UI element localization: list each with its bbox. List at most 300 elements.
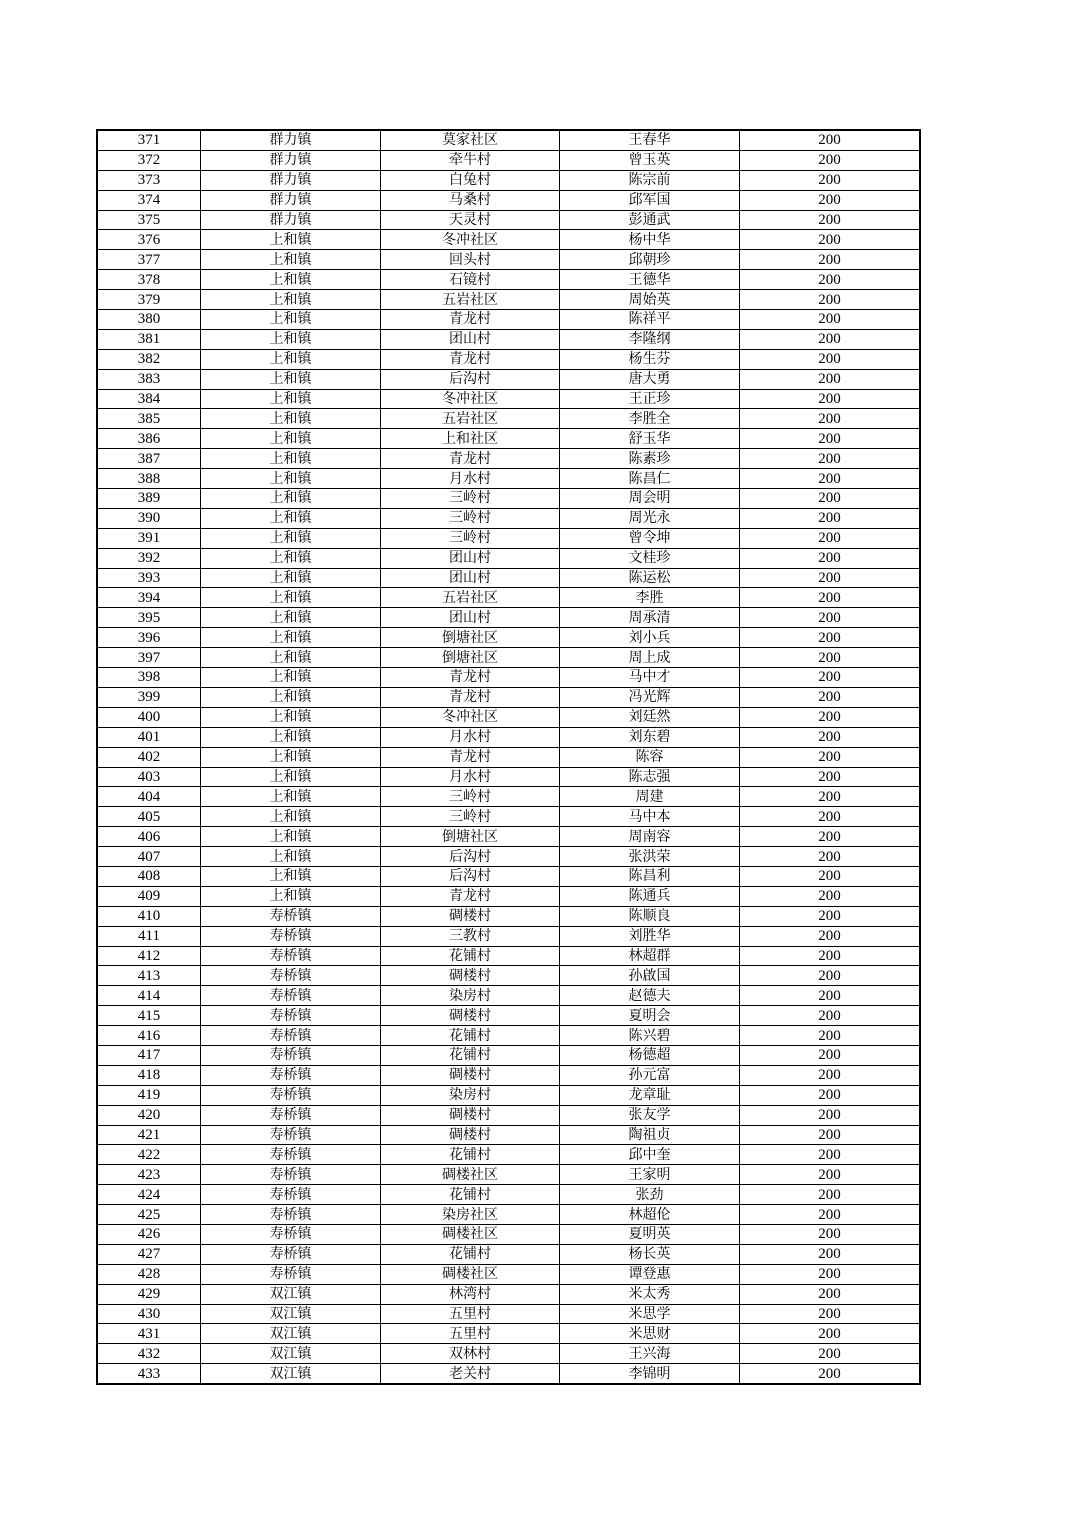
village-cell: 花铺村 xyxy=(381,1244,560,1264)
town-cell: 寿桥镇 xyxy=(201,1125,381,1145)
amount-cell: 200 xyxy=(740,1304,920,1324)
amount-cell: 200 xyxy=(740,906,920,926)
row-number-cell: 431 xyxy=(98,1324,201,1344)
amount-cell: 200 xyxy=(740,727,920,747)
table-row xyxy=(98,1304,920,1324)
amount-cell: 200 xyxy=(740,1026,920,1046)
table-row xyxy=(98,1105,920,1125)
table-row xyxy=(98,1244,920,1264)
village-cell: 青龙村 xyxy=(381,747,560,767)
table-row xyxy=(98,1364,920,1384)
table-row xyxy=(98,389,920,409)
town-cell: 上和镇 xyxy=(201,270,381,290)
amount-cell: 200 xyxy=(740,369,920,389)
row-number-cell: 384 xyxy=(98,389,201,409)
name-cell: 米思学 xyxy=(560,1304,740,1324)
amount-cell: 200 xyxy=(740,608,920,628)
table-row xyxy=(98,568,920,588)
amount-cell: 200 xyxy=(740,807,920,827)
amount-cell: 200 xyxy=(740,847,920,867)
town-cell: 寿桥镇 xyxy=(201,1045,381,1065)
village-cell: 青龙村 xyxy=(381,886,560,906)
name-cell: 曾玉英 xyxy=(560,150,740,170)
table-row xyxy=(98,787,920,807)
row-number-cell: 410 xyxy=(98,906,201,926)
village-cell: 后沟村 xyxy=(381,847,560,867)
amount-cell: 200 xyxy=(740,787,920,807)
name-cell: 夏明会 xyxy=(560,1006,740,1026)
name-cell: 陈顺良 xyxy=(560,906,740,926)
amount-cell: 200 xyxy=(740,1165,920,1185)
town-cell: 寿桥镇 xyxy=(201,946,381,966)
table-row xyxy=(98,449,920,469)
village-cell: 青龙村 xyxy=(381,687,560,707)
row-number-cell: 430 xyxy=(98,1304,201,1324)
town-cell: 寿桥镇 xyxy=(201,966,381,986)
village-cell: 团山村 xyxy=(381,608,560,628)
name-cell: 文桂珍 xyxy=(560,548,740,568)
amount-cell: 200 xyxy=(740,926,920,946)
village-cell: 碉楼村 xyxy=(381,966,560,986)
table-row xyxy=(98,1324,920,1344)
town-cell: 寿桥镇 xyxy=(201,1006,381,1026)
amount-cell: 200 xyxy=(740,409,920,429)
row-number-cell: 421 xyxy=(98,1125,201,1145)
table-row xyxy=(98,1165,920,1185)
name-cell: 周会明 xyxy=(560,489,740,509)
village-cell: 老关村 xyxy=(381,1364,560,1384)
village-cell: 冬冲社区 xyxy=(381,707,560,727)
village-cell: 天灵村 xyxy=(381,210,560,230)
town-cell: 群力镇 xyxy=(201,210,381,230)
amount-cell: 200 xyxy=(740,131,920,151)
village-cell: 月水村 xyxy=(381,727,560,747)
name-cell: 王兴海 xyxy=(560,1344,740,1364)
name-cell: 陈运松 xyxy=(560,568,740,588)
amount-cell: 200 xyxy=(740,1205,920,1225)
town-cell: 寿桥镇 xyxy=(201,1244,381,1264)
table-row xyxy=(98,608,920,628)
town-cell: 上和镇 xyxy=(201,489,381,509)
amount-cell: 200 xyxy=(740,1344,920,1364)
table-row xyxy=(98,1205,920,1225)
table-row xyxy=(98,906,920,926)
row-number-cell: 416 xyxy=(98,1026,201,1046)
name-cell: 米太秀 xyxy=(560,1284,740,1304)
amount-cell: 200 xyxy=(740,429,920,449)
village-cell: 团山村 xyxy=(381,329,560,349)
village-cell: 三岭村 xyxy=(381,807,560,827)
amount-cell: 200 xyxy=(740,707,920,727)
row-number-cell: 382 xyxy=(98,349,201,369)
row-number-cell: 389 xyxy=(98,489,201,509)
name-cell: 赵德夫 xyxy=(560,986,740,1006)
amount-cell: 200 xyxy=(740,250,920,270)
row-number-cell: 371 xyxy=(98,131,201,151)
table-row xyxy=(98,170,920,190)
name-cell: 邱军国 xyxy=(560,190,740,210)
amount-cell: 200 xyxy=(740,687,920,707)
row-number-cell: 414 xyxy=(98,986,201,1006)
table-row xyxy=(98,429,920,449)
table-row xyxy=(98,1264,920,1284)
village-cell: 三岭村 xyxy=(381,489,560,509)
town-cell: 寿桥镇 xyxy=(201,986,381,1006)
village-cell: 三岭村 xyxy=(381,528,560,548)
table-row xyxy=(98,986,920,1006)
amount-cell: 200 xyxy=(740,329,920,349)
row-number-cell: 424 xyxy=(98,1185,201,1205)
village-cell: 五岩社区 xyxy=(381,588,560,608)
name-cell: 刘小兵 xyxy=(560,628,740,648)
amount-cell: 200 xyxy=(740,568,920,588)
village-cell: 碉楼村 xyxy=(381,906,560,926)
amount-cell: 200 xyxy=(740,1364,920,1384)
table-row xyxy=(98,1284,920,1304)
table-row xyxy=(98,648,920,668)
village-cell: 月水村 xyxy=(381,767,560,787)
amount-cell: 200 xyxy=(740,986,920,1006)
town-cell: 寿桥镇 xyxy=(201,926,381,946)
village-cell: 染房村 xyxy=(381,986,560,1006)
name-cell: 陶祖贞 xyxy=(560,1125,740,1145)
row-number-cell: 394 xyxy=(98,588,201,608)
row-number-cell: 413 xyxy=(98,966,201,986)
table-row xyxy=(98,250,920,270)
village-cell: 白兔村 xyxy=(381,170,560,190)
town-cell: 寿桥镇 xyxy=(201,1205,381,1225)
name-cell: 陈容 xyxy=(560,747,740,767)
amount-cell: 200 xyxy=(740,210,920,230)
table-row xyxy=(98,270,920,290)
town-cell: 寿桥镇 xyxy=(201,906,381,926)
amount-cell: 200 xyxy=(740,886,920,906)
amount-cell: 200 xyxy=(740,1264,920,1284)
village-cell: 青龙村 xyxy=(381,449,560,469)
amount-cell: 200 xyxy=(740,1244,920,1264)
amount-cell: 200 xyxy=(740,290,920,310)
town-cell: 上和镇 xyxy=(201,310,381,330)
row-number-cell: 374 xyxy=(98,190,201,210)
row-number-cell: 391 xyxy=(98,528,201,548)
town-cell: 群力镇 xyxy=(201,131,381,151)
town-cell: 寿桥镇 xyxy=(201,1145,381,1165)
table-row xyxy=(98,150,920,170)
name-cell: 周承清 xyxy=(560,608,740,628)
village-cell: 五岩社区 xyxy=(381,290,560,310)
amount-cell: 200 xyxy=(740,747,920,767)
amount-cell: 200 xyxy=(740,190,920,210)
row-number-cell: 387 xyxy=(98,449,201,469)
name-cell: 谭登惠 xyxy=(560,1264,740,1284)
row-number-cell: 401 xyxy=(98,727,201,747)
row-number-cell: 402 xyxy=(98,747,201,767)
amount-cell: 200 xyxy=(740,628,920,648)
village-cell: 团山村 xyxy=(381,548,560,568)
table-row xyxy=(98,926,920,946)
village-cell: 后沟村 xyxy=(381,866,560,886)
amount-cell: 200 xyxy=(740,946,920,966)
row-number-cell: 433 xyxy=(98,1364,201,1384)
table-row xyxy=(98,628,920,648)
name-cell: 张友学 xyxy=(560,1105,740,1125)
amount-cell: 200 xyxy=(740,508,920,528)
village-cell: 青龙村 xyxy=(381,668,560,688)
amount-cell: 200 xyxy=(740,1065,920,1085)
table-row xyxy=(98,1344,920,1364)
village-cell: 冬冲社区 xyxy=(381,230,560,250)
name-cell: 林超群 xyxy=(560,946,740,966)
amount-cell: 200 xyxy=(740,528,920,548)
row-number-cell: 373 xyxy=(98,170,201,190)
row-number-cell: 417 xyxy=(98,1045,201,1065)
amount-cell: 200 xyxy=(740,588,920,608)
amount-cell: 200 xyxy=(740,469,920,489)
table-row xyxy=(98,528,920,548)
row-number-cell: 412 xyxy=(98,946,201,966)
row-number-cell: 398 xyxy=(98,668,201,688)
name-cell: 周始英 xyxy=(560,290,740,310)
row-number-cell: 395 xyxy=(98,608,201,628)
town-cell: 寿桥镇 xyxy=(201,1224,381,1244)
row-number-cell: 418 xyxy=(98,1065,201,1085)
row-number-cell: 420 xyxy=(98,1105,201,1125)
name-cell: 曾令坤 xyxy=(560,528,740,548)
town-cell: 上和镇 xyxy=(201,349,381,369)
town-cell: 双江镇 xyxy=(201,1344,381,1364)
table-row xyxy=(98,847,920,867)
town-cell: 上和镇 xyxy=(201,807,381,827)
village-cell: 花铺村 xyxy=(381,1145,560,1165)
amount-cell: 200 xyxy=(740,449,920,469)
table-row xyxy=(98,1026,920,1046)
village-cell: 青龙村 xyxy=(381,349,560,369)
row-number-cell: 385 xyxy=(98,409,201,429)
table-row xyxy=(98,369,920,389)
amount-cell: 200 xyxy=(740,668,920,688)
town-cell: 上和镇 xyxy=(201,608,381,628)
table-row xyxy=(98,1006,920,1026)
name-cell: 舒玉华 xyxy=(560,429,740,449)
name-cell: 李隆纲 xyxy=(560,329,740,349)
town-cell: 双江镇 xyxy=(201,1284,381,1304)
table-row xyxy=(98,946,920,966)
village-cell: 倒塘社区 xyxy=(381,827,560,847)
table-row xyxy=(98,1145,920,1165)
name-cell: 夏明英 xyxy=(560,1224,740,1244)
name-cell: 周建 xyxy=(560,787,740,807)
town-cell: 上和镇 xyxy=(201,290,381,310)
name-cell: 陈昌仁 xyxy=(560,469,740,489)
table-row xyxy=(98,767,920,787)
table-row xyxy=(98,668,920,688)
name-cell: 杨德超 xyxy=(560,1045,740,1065)
town-cell: 群力镇 xyxy=(201,150,381,170)
table-row xyxy=(98,707,920,727)
town-cell: 上和镇 xyxy=(201,628,381,648)
village-cell: 莫家社区 xyxy=(381,131,560,151)
village-cell: 三岭村 xyxy=(381,787,560,807)
row-number-cell: 381 xyxy=(98,329,201,349)
village-cell: 染房村 xyxy=(381,1085,560,1105)
village-cell: 花铺村 xyxy=(381,1045,560,1065)
row-number-cell: 425 xyxy=(98,1205,201,1225)
village-cell: 花铺村 xyxy=(381,1185,560,1205)
name-cell: 陈通兵 xyxy=(560,886,740,906)
name-cell: 马中才 xyxy=(560,668,740,688)
row-number-cell: 377 xyxy=(98,250,201,270)
town-cell: 寿桥镇 xyxy=(201,1264,381,1284)
name-cell: 王正珍 xyxy=(560,389,740,409)
table-row xyxy=(98,190,920,210)
table-row xyxy=(98,1085,920,1105)
town-cell: 寿桥镇 xyxy=(201,1026,381,1046)
amount-cell: 200 xyxy=(740,866,920,886)
amount-cell: 200 xyxy=(740,827,920,847)
table-row xyxy=(98,588,920,608)
town-cell: 上和镇 xyxy=(201,429,381,449)
table-row xyxy=(98,508,920,528)
table-row xyxy=(98,131,920,151)
village-cell: 回头村 xyxy=(381,250,560,270)
name-cell: 孙啟国 xyxy=(560,966,740,986)
name-cell: 周上成 xyxy=(560,648,740,668)
village-cell: 冬冲社区 xyxy=(381,389,560,409)
town-cell: 上和镇 xyxy=(201,588,381,608)
table-row xyxy=(98,807,920,827)
name-cell: 刘胜华 xyxy=(560,926,740,946)
name-cell: 邱朝珍 xyxy=(560,250,740,270)
row-number-cell: 392 xyxy=(98,548,201,568)
amount-cell: 200 xyxy=(740,270,920,290)
row-number-cell: 383 xyxy=(98,369,201,389)
row-number-cell: 400 xyxy=(98,707,201,727)
row-number-cell: 396 xyxy=(98,628,201,648)
village-cell: 五里村 xyxy=(381,1304,560,1324)
table-row xyxy=(98,210,920,230)
row-number-cell: 432 xyxy=(98,1344,201,1364)
village-cell: 上和社区 xyxy=(381,429,560,449)
name-cell: 王春华 xyxy=(560,131,740,151)
row-number-cell: 428 xyxy=(98,1264,201,1284)
village-cell: 马桑村 xyxy=(381,190,560,210)
name-cell: 陈昌利 xyxy=(560,866,740,886)
table-row xyxy=(98,469,920,489)
town-cell: 上和镇 xyxy=(201,528,381,548)
village-cell: 碉楼社区 xyxy=(381,1165,560,1185)
row-number-cell: 393 xyxy=(98,568,201,588)
table-row xyxy=(98,827,920,847)
table-row xyxy=(98,290,920,310)
name-cell: 李锦明 xyxy=(560,1364,740,1384)
amount-cell: 200 xyxy=(740,389,920,409)
row-number-cell: 407 xyxy=(98,847,201,867)
amount-cell: 200 xyxy=(740,648,920,668)
table-row xyxy=(98,866,920,886)
row-number-cell: 375 xyxy=(98,210,201,230)
name-cell: 陈祥平 xyxy=(560,310,740,330)
row-number-cell: 397 xyxy=(98,648,201,668)
amount-cell: 200 xyxy=(740,767,920,787)
row-number-cell: 404 xyxy=(98,787,201,807)
name-cell: 张洪荣 xyxy=(560,847,740,867)
town-cell: 上和镇 xyxy=(201,847,381,867)
name-cell: 杨中华 xyxy=(560,230,740,250)
table-row xyxy=(98,409,920,429)
name-cell: 王德华 xyxy=(560,270,740,290)
row-number-cell: 423 xyxy=(98,1165,201,1185)
name-cell: 孙元富 xyxy=(560,1065,740,1085)
village-cell: 三教村 xyxy=(381,926,560,946)
town-cell: 上和镇 xyxy=(201,409,381,429)
name-cell: 米思财 xyxy=(560,1324,740,1344)
table-row xyxy=(98,886,920,906)
amount-cell: 200 xyxy=(740,230,920,250)
amount-cell: 200 xyxy=(740,1006,920,1026)
table-body xyxy=(98,131,920,1384)
name-cell: 马中本 xyxy=(560,807,740,827)
row-number-cell: 429 xyxy=(98,1284,201,1304)
name-cell: 林超伦 xyxy=(560,1205,740,1225)
table-row xyxy=(98,1065,920,1085)
name-cell: 陈素珍 xyxy=(560,449,740,469)
name-cell: 冯光辉 xyxy=(560,687,740,707)
table-row xyxy=(98,1224,920,1244)
town-cell: 群力镇 xyxy=(201,190,381,210)
row-number-cell: 388 xyxy=(98,469,201,489)
amount-cell: 200 xyxy=(740,1085,920,1105)
village-cell: 碉楼社区 xyxy=(381,1224,560,1244)
table-row xyxy=(98,489,920,509)
village-cell: 五岩社区 xyxy=(381,409,560,429)
village-cell: 林湾村 xyxy=(381,1284,560,1304)
row-number-cell: 376 xyxy=(98,230,201,250)
name-cell: 周南容 xyxy=(560,827,740,847)
town-cell: 上和镇 xyxy=(201,767,381,787)
town-cell: 上和镇 xyxy=(201,727,381,747)
town-cell: 双江镇 xyxy=(201,1364,381,1384)
name-cell: 王家明 xyxy=(560,1165,740,1185)
row-number-cell: 426 xyxy=(98,1224,201,1244)
village-cell: 双林村 xyxy=(381,1344,560,1364)
table-row xyxy=(98,747,920,767)
village-cell: 月水村 xyxy=(381,469,560,489)
town-cell: 上和镇 xyxy=(201,747,381,767)
table-row xyxy=(98,310,920,330)
row-number-cell: 378 xyxy=(98,270,201,290)
table-row xyxy=(98,966,920,986)
town-cell: 上和镇 xyxy=(201,886,381,906)
town-cell: 上和镇 xyxy=(201,707,381,727)
name-cell: 陈宗前 xyxy=(560,170,740,190)
amount-cell: 200 xyxy=(740,310,920,330)
row-number-cell: 386 xyxy=(98,429,201,449)
town-cell: 上和镇 xyxy=(201,369,381,389)
town-cell: 寿桥镇 xyxy=(201,1185,381,1205)
name-cell: 刘廷然 xyxy=(560,707,740,727)
amount-cell: 200 xyxy=(740,1284,920,1304)
village-cell: 碉楼村 xyxy=(381,1125,560,1145)
table-row xyxy=(98,727,920,747)
village-cell: 石镜村 xyxy=(381,270,560,290)
town-cell: 双江镇 xyxy=(201,1324,381,1344)
town-cell: 寿桥镇 xyxy=(201,1105,381,1125)
name-cell: 李胜全 xyxy=(560,409,740,429)
town-cell: 上和镇 xyxy=(201,866,381,886)
row-number-cell: 409 xyxy=(98,886,201,906)
row-number-cell: 427 xyxy=(98,1244,201,1264)
table-row xyxy=(98,349,920,369)
